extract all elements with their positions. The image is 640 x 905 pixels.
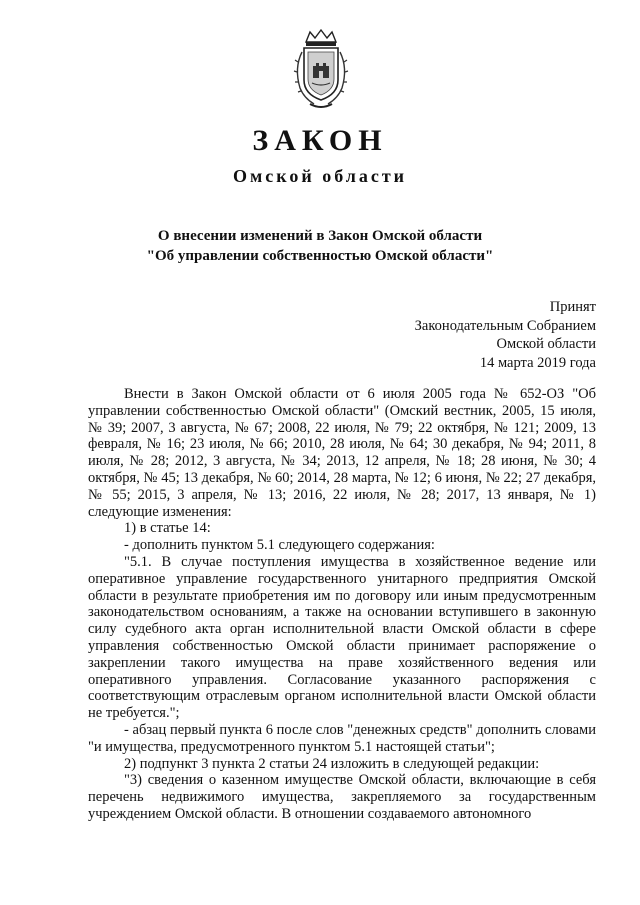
adoption-line: Омской области bbox=[496, 336, 596, 352]
region-title: Омской области bbox=[232, 166, 408, 186]
omsk-coat-of-arms-icon bbox=[292, 28, 350, 110]
adoption-date: 14 марта 2019 года bbox=[479, 354, 596, 371]
document-type-title: ЗАКОН bbox=[252, 124, 388, 157]
adoption-line: Законодательным Собранием bbox=[414, 317, 596, 334]
quoted-text: "5.1. В случае поступления имущества в хозяйственное ведение или оперативное управление государственного унитарного предприятия Омской области в результате приобретения им по договору или иным предусмотренным законодательством основаниям, а также на основании вступившего в законную силу судебного акта орган исполнительной власти Омской области в сфере управления собственностью Омской области принимает распоряжение о закреплении такого имущества на праве хозяйственного ведения или оперативного управления. Согласование указанного распоряжения с соответствующим отраслевым органом исполнительной власти Омской области не требуется."; bbox=[88, 553, 596, 722]
intro-paragraph: Внести в Закон Омской области от 6 июля 2005 года № 652-ОЗ "Об управлении собственностью Омской области" (Омский вестник, 2005, 15 июля, № 39; 2007, 3 августа, № 67; 2008, 22 июля, № 79; 22 октября, № 121; 2009, 13 февраля, № 16; 23 июля, № 66; 2010, 28 июля, № 64; 30 декабря, № 94; 2011, 8 июля, № 28; 2012, 3 августа, № 34; 2013, 12 апреля, № 18; 28 июня, № 30; 4 октября, № 45; 13 декабря, № 60; 2014, 28 марта, № 12; 6 июня, № 22; 27 декабря, № 55; 2015, 3 апреля, № 13; 2016, 22 июля, № 28; 2017, 13 января, № 1) следующие изменения: bbox=[88, 386, 596, 520]
law-subject bbox=[0, 226, 640, 266]
amendment-subitem: - дополнить пунктом 5.1 следующего содержания: bbox=[124, 537, 435, 554]
amendment-item: 1) в статье 14: bbox=[124, 520, 211, 537]
adoption-line: Принят bbox=[549, 299, 596, 315]
amendment-item: 2) подпункт 3 пункта 2 статьи 24 изложить в следующей редакции: bbox=[124, 755, 540, 772]
quoted-text: "3) сведения о казенном имуществе Омской области, включающие в себя перечень недвижимого имущества, закрепляемого за государственным учреждением Омской области. В отношении создаваемого автономного bbox=[88, 772, 596, 822]
adoption-block bbox=[415, 298, 596, 372]
amendment-subitem: - абзац первый пункта 6 после слов "денежных средств" дополнить словами "и имущества, предусмотренного пунктом 5.1 настоящей статьи"; bbox=[88, 721, 596, 755]
law-body bbox=[88, 386, 596, 823]
law-subject-line: "Об управлении собственностью Омской области" bbox=[146, 248, 494, 264]
law-subject-line: О внесении изменений в Закон Омской области bbox=[157, 228, 483, 244]
